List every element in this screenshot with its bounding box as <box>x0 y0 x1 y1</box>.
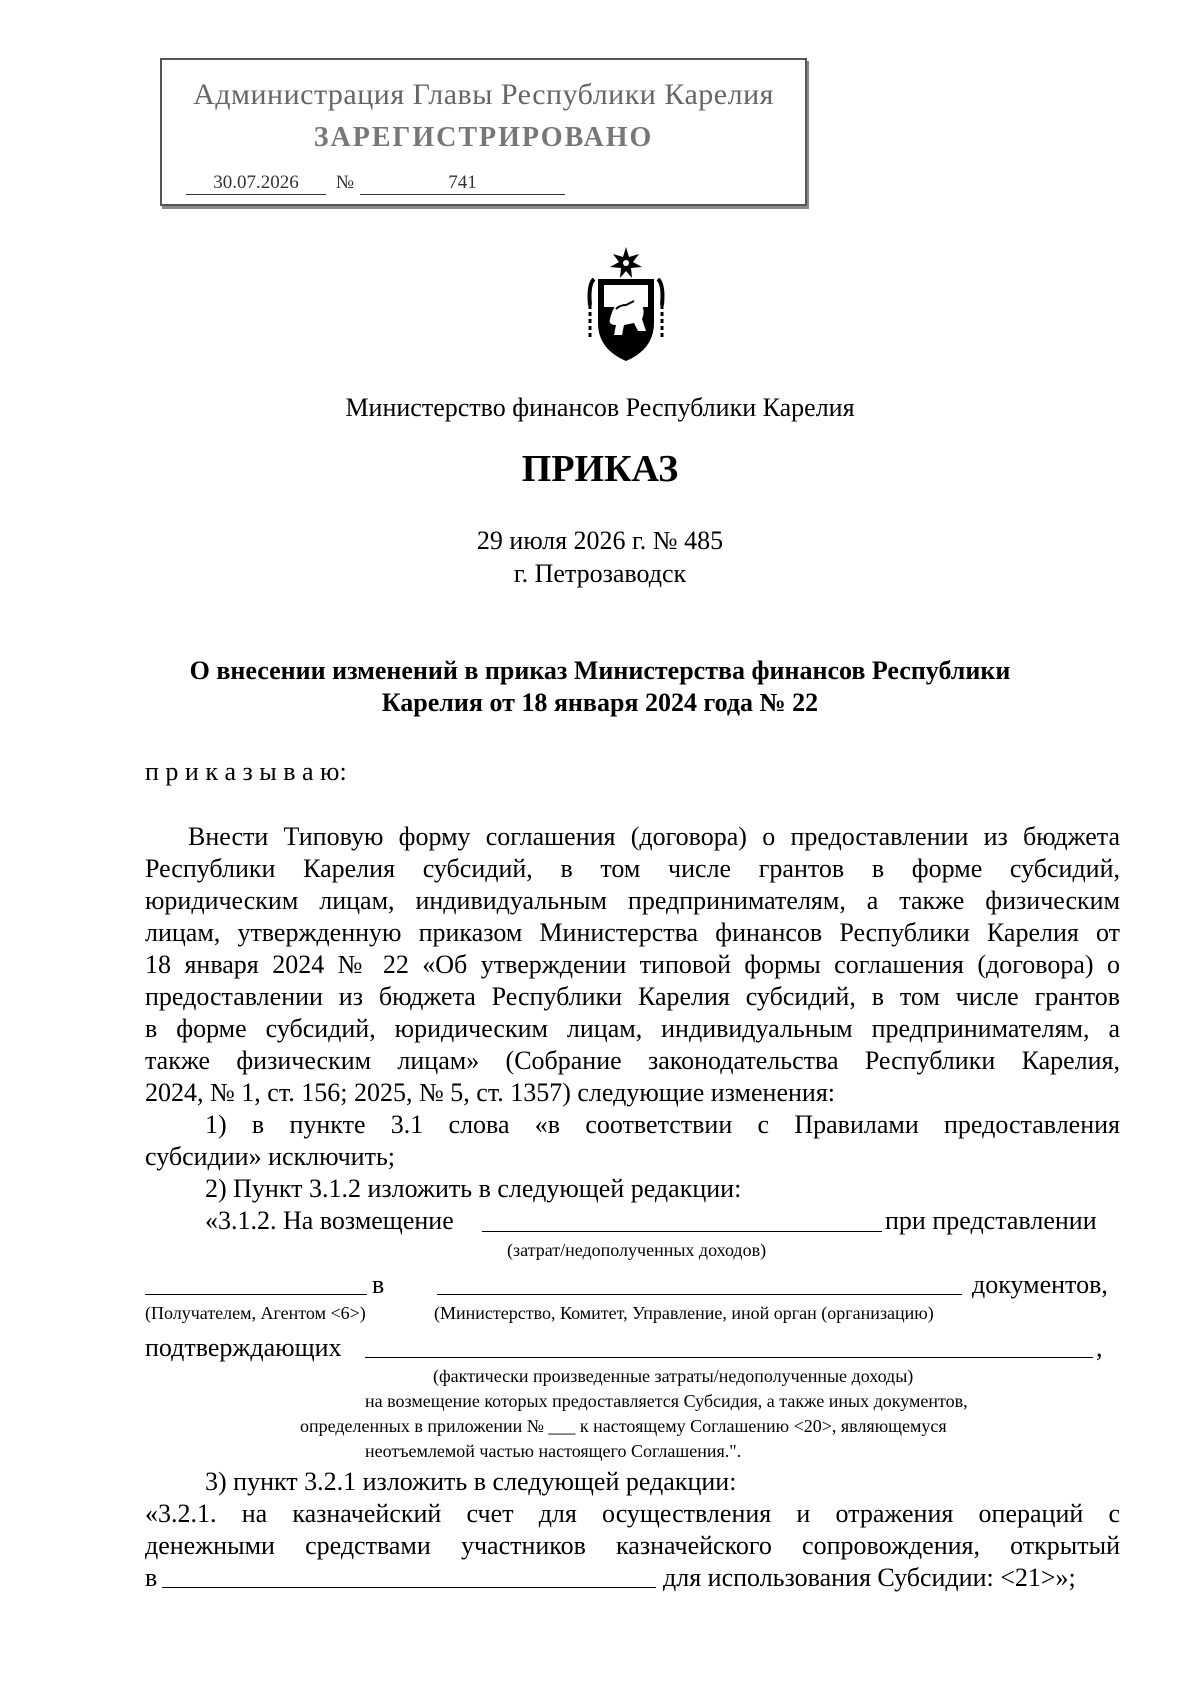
form-hint: (Получателем, Агентом <6>) <box>145 1303 366 1323</box>
body-line: также физическим лицам» (Собрание законодательства Республики Карелия, <box>145 1046 1120 1075</box>
body-line: предоставлении из бюджета Республики Карелия субсидий, в том числе грантов <box>145 982 1120 1011</box>
body-line: лицам, утвержденную приказом Министерства финансов Республики Карелия от <box>145 918 1120 947</box>
title-line-1: О внесении изменений в приказ Министерства финансов Республики <box>189 656 1011 685</box>
body-line: юридическим лицам, индивидуальным предпринимателям, а также физическим <box>145 886 1120 915</box>
form-note: определенных в приложении № ___ к настоящему Соглашению <20>, являющемуся <box>300 1416 947 1436</box>
form-blank <box>145 1294 367 1295</box>
form-line-2-right: документов, <box>972 1270 1108 1299</box>
stamp-number: 741 <box>360 172 565 195</box>
item-1-line: 1) в пункте 3.1 слова «в соответствии с Правилами предоставления <box>205 1110 1120 1139</box>
stamp-number-label: № <box>335 172 355 193</box>
form-blank <box>162 1587 656 1588</box>
form-blank <box>437 1294 962 1295</box>
form-line-3-right: , <box>1096 1333 1103 1362</box>
form-blank <box>365 1357 1093 1358</box>
body-line: Внести Типовую форму соглашения (договора) о предоставлении из бюджета <box>188 822 1120 851</box>
form-blank <box>482 1231 882 1232</box>
form-hint: (фактически произведенные затраты/недополученные доходы) <box>433 1366 914 1386</box>
title-line-2: Карелия от 18 января 2024 года № 22 <box>381 688 819 717</box>
date-number: 29 июля 2026 г. № 485 <box>476 526 724 555</box>
item-3-line-left: в <box>145 1563 158 1592</box>
item-3-line: «3.2.1. на казначейский счет для осуществления и отражения операций с <box>145 1499 1120 1528</box>
form-hint: (Министерство, Комитет, Управление, иной орган (организацию) <box>434 1303 934 1323</box>
form-line-2-mid: в <box>372 1270 385 1299</box>
form-hint: (затрат/недополученных доходов) <box>507 1240 767 1260</box>
form-line-1-label: «3.1.2. На возмещение <box>205 1206 454 1235</box>
form-note: неотъемлемой частью настоящего Соглашения.". <box>365 1441 742 1461</box>
stamp-status: ЗАРЕГИСТРИРОВАНО <box>313 122 654 153</box>
stamp-date: 30.07.2026 <box>186 172 326 195</box>
stamp-registration-line <box>186 172 565 195</box>
coat-of-arms-icon <box>584 245 668 365</box>
city: г. Петрозаводск <box>513 559 687 588</box>
item-3-line: денежными средствами участников казначейского сопровождения, открытый <box>145 1531 1120 1560</box>
body-line: 2024, № 1, ст. 156; 2025, № 5, ст. 1357) следующие изменения: <box>145 1078 836 1107</box>
doc-type: ПРИКАЗ <box>521 448 679 490</box>
item-2: 2) Пункт 3.1.2 изложить в следующей редакции: <box>205 1174 742 1203</box>
body-line: Республики Карелия субсидий, в том числе грантов в форме субсидий, <box>145 854 1120 883</box>
order-word: п р и к а з ы в а ю: <box>145 757 347 786</box>
item-3: 3) пункт 3.2.1 изложить в следующей редакции: <box>205 1467 737 1496</box>
item-3-line-right: для использования Субсидии: <21>»; <box>663 1563 1076 1592</box>
form-note: на возмещение которых предоставляется Субсидия, а также иных документов, <box>365 1391 968 1411</box>
body-line: 18 января 2024 № 22 «Об утверждении типовой формы соглашения (договора) о <box>145 950 1120 979</box>
form-line-3-label: подтверждающих <box>145 1333 342 1362</box>
registration-stamp <box>160 58 807 206</box>
form-line-1-right: при представлении <box>885 1206 1097 1235</box>
stamp-org: Администрация Главы Республики Карелия <box>193 78 774 111</box>
body-line: в форме субсидий, юридическим лицам, индивидуальным предпринимателям, а <box>145 1014 1120 1043</box>
ministry-name: Министерство финансов Республики Карелия <box>345 393 855 422</box>
item-1-line: субсидии» исключить; <box>145 1142 396 1171</box>
